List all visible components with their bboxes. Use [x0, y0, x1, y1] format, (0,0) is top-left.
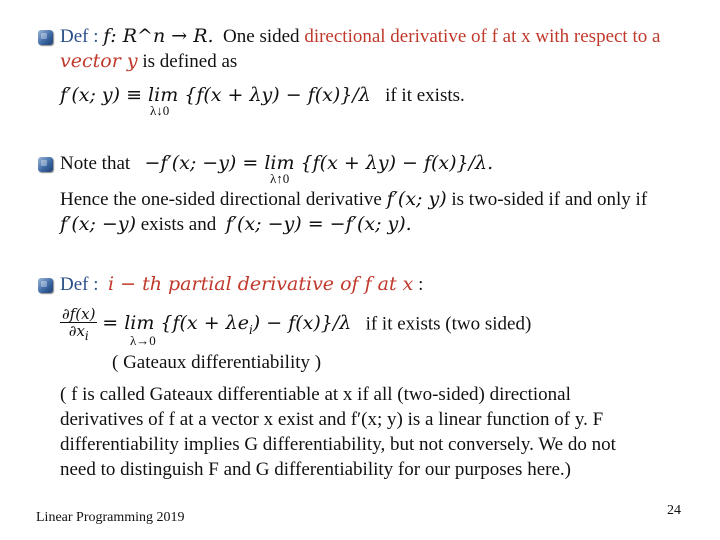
page-number: 24 [667, 503, 681, 518]
hence-text-b: exists and [140, 214, 217, 235]
paragraph-line-4: need to distinguish F and G differentiability for our purposes here.) [60, 459, 571, 480]
partial-if-exists: if it exists (two sided) [365, 313, 532, 335]
fraction-numerator: ∂f(x) [62, 305, 96, 323]
slide-footer: Linear Programming 2019 [36, 510, 185, 525]
hence-formula-c: f′(x; −y) = −f′(x; y). [225, 213, 412, 235]
def-label: Def : [60, 26, 99, 47]
fraction-denominator-sub: i [84, 329, 89, 343]
partial-formula-sub: i [248, 323, 253, 338]
def-line-2 [60, 50, 237, 73]
fraction-denominator-text: ∂x [68, 322, 85, 340]
hence-formula-b: f′(x; y) [386, 188, 447, 210]
partial-fraction [60, 306, 97, 344]
paragraph-line-2: derivatives of f at a vector x exist and f′(x; y) is a linear function of y. F [60, 409, 604, 430]
if-exists-text: if it exists. [385, 85, 465, 106]
partial-limit-subscript: λ→0 [130, 333, 156, 348]
hence-line-2 [60, 213, 412, 236]
fraction-denominator [60, 323, 97, 344]
note-label: Note that [60, 153, 131, 174]
colon: : [418, 274, 424, 295]
limit-subscript: λ↓0 [150, 103, 170, 118]
hence-formula-a: f′(x; −y) [60, 213, 136, 235]
partial-red-phrase: i − th partial derivative of f at x [108, 273, 414, 295]
bullet-icon [38, 30, 53, 45]
tail-text: is defined as [142, 51, 238, 72]
gateaux-note: ( Gateaux differentiability ) [112, 352, 322, 373]
def-partial-line [60, 273, 423, 296]
red-phrase-2: vector y [60, 50, 138, 72]
note-formula: −f′(x; −y) = lim {f(x + λy) − f(x)}/λ. [144, 152, 494, 174]
directional-derivative-formula: f′(x; y) ≡ lim {f(x + λy) − f(x)}/λ [60, 84, 371, 106]
hence-text-c: is two-sided if and only if [451, 189, 648, 210]
red-phrase: directional derivative of f at x with respect to a [304, 26, 661, 47]
hence-line-1 [60, 188, 647, 211]
def-line-1 [60, 25, 660, 48]
paragraph-line-1: ( f is called Gateaux differentiable at x if all (two-sided) directional [60, 384, 571, 405]
map-text: f: R^n → R. [103, 25, 214, 47]
bullet-icon [38, 157, 53, 172]
lead-text: One sided [223, 26, 300, 47]
note-limit-subscript: λ↑0 [270, 171, 290, 186]
partial-formula-text: = lim {f(x + λe [102, 312, 249, 335]
partial-formula-tail: ) − f(x)}/λ [252, 312, 352, 335]
paragraph-line-3: differentiability implies G differentiability, but not conversely. We do not [60, 434, 616, 455]
def-label-2: Def : [60, 274, 99, 295]
hence-text-a: Hence the one-sided directional derivative [60, 189, 382, 210]
formula-line-1 [60, 84, 465, 107]
partial-formula [102, 312, 352, 338]
bullet-icon [38, 278, 53, 293]
